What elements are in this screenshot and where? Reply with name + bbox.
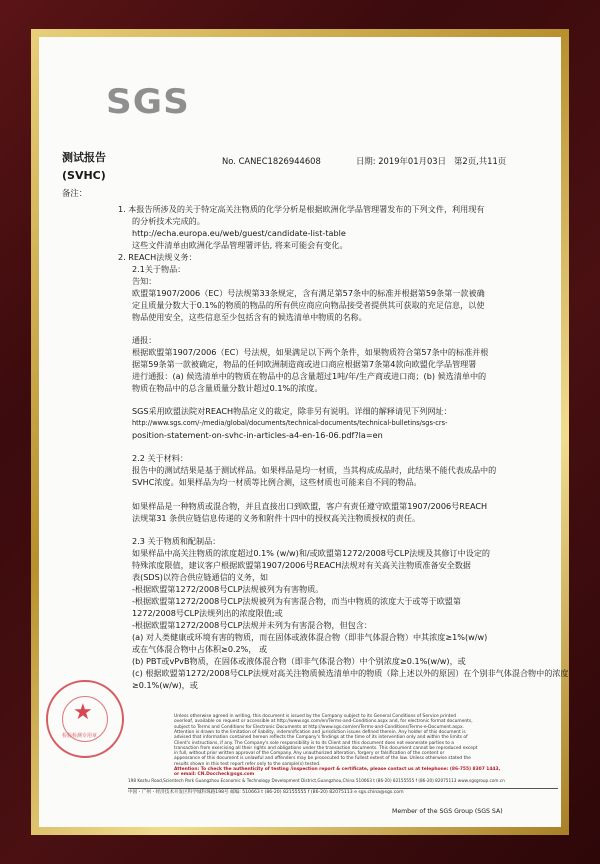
- body-line: 根据欧盟第1907/2006（EC）号法规，如果满足以下两个条件，如果物质符合第57条中的标准并根: [132, 347, 489, 357]
- body-line: 表(SDS)以符合供应链通信的义务，如: [132, 572, 269, 582]
- report-number: No. CANEC1826944608: [222, 156, 321, 166]
- body-line: 据第59条第一款被确定，物品的任何欧洲制造商或进口商应根据第7条第4款向欧盟化学品管理署: [132, 359, 477, 369]
- body-line: 特殊浓度限值，建议客户根据欧盟第1907/2006号REACH法规对有关高关注物质准备安全数据: [132, 560, 471, 570]
- body-line: -根据欧盟第1272/2008号CLP法规被列为有害混合物，而当中物质的浓度大于或等于欧盟第: [132, 596, 461, 606]
- body-line: 2.1关于物品：: [132, 264, 186, 274]
- body-line: SVHC浓度。如果样品为均一材质等比例合测，这些材质也可能来自不同的物品。: [132, 477, 422, 487]
- body-line: 物品使用安全，这些信息至少包括含有的候选清单中物质的名称。: [132, 312, 367, 322]
- body-line: 2.2 关于材料：: [132, 453, 188, 463]
- body-line: 1272/2008号CLP法规列出的浓度限值;或: [132, 608, 283, 618]
- report-title: 测试报告: [62, 151, 106, 164]
- body-line: 2.3 关于物质和配制品：: [132, 536, 221, 546]
- body-line: 2. REACH法规义务：: [118, 252, 197, 262]
- page-number: 第2页,共11页: [454, 156, 507, 166]
- body-line: 欧盟第1907/2006（EC）号法规第33条规定，含有满足第57条中的标准并根据第59条第一款被确: [132, 288, 485, 298]
- body-line: 或在气体混合物中占体积≥0.2%， 或: [132, 644, 268, 654]
- fine-print-line: Client's instructions, if any. The Company's sole responsibility is to its Client and this document does not exonerate parties to a: [174, 740, 454, 746]
- body-line: 进行通报：(a) 候选清单中的物质在物品中的总含量超过1吨/年/生产商或进口商；(b) 候选清单中的: [132, 371, 487, 381]
- fine-print-line: Unless otherwise agreed in writing, this document is issued by the Company subject to its General Conditions of Service printed: [174, 714, 456, 719]
- fine-print-line: or email: CN.Doccheck@sgs.com: [174, 772, 255, 778]
- fine-print-line: subject to Terms and Conditions for Electronic Documents at http://www.sgs.com/en/Terms-and-Conditions/Terms-e-Document.aspx.: [174, 724, 465, 730]
- body-line: 如果样品中高关注物质的浓度超过0.1% (w/w)和/或欧盟第1272/2008号CLP法规及其修订中设定的: [132, 548, 491, 558]
- remarks-label: 备注：: [62, 188, 88, 198]
- seal-caption: 检验检测专用章: [62, 733, 98, 739]
- report-subtitle: (SVHC): [62, 169, 106, 182]
- report-date: 日期: 2019年01月03日: [356, 156, 446, 166]
- body-line: 1. 本报告所涉及的关于特定高关注物质的化学分析是根据欧洲化学品管理署发布的下列文件，利用现有: [118, 204, 485, 214]
- fine-print-line: results shown in this test report refer only to the sample(s) tested.: [174, 761, 321, 767]
- body-line: 法规第31 条供应链信息传递的义务和附件十四中的授权高关注物质授权的责任。: [132, 513, 421, 523]
- body-line: ≥0.1%(w/w)，或: [132, 680, 198, 690]
- fine-print-line: Attention: To check the authenticity of testing /inspection report & certificate, please contact us at telephone: (86-755) 8307 1443,: [174, 767, 501, 772]
- address-cn: 中国・广州・经济技术开发区科学城科珠路198号 邮编: 510663 t (86-20) 82155555 f (86-20) 82075113 e sgs.china@sgs.com: [128, 790, 404, 795]
- fine-print-line: advised that information contained hereon reflects the Company's findings at the time of its intervention only and within the limits of: [174, 735, 468, 741]
- sgs-logo: SGS: [106, 82, 190, 122]
- footer-divider: [128, 788, 558, 789]
- fine-print-line: overleaf, available on request or accessible at http://www.sgs.com/en/Terms-and-Conditions.aspx and, for electronic format documents,: [174, 719, 473, 725]
- body-line: http://echa.europa.eu/web/guest/candidate-list-table: [132, 228, 346, 238]
- body-line: 报告中的测试结果是基于测试样品。如果样品是均一材质，当其构成成品时，此结果不能代表成品中的: [132, 465, 497, 475]
- fine-print-line: appearance of this document is unlawful and offenders may be prosecuted to the fullest extent of the law. Unless otherwise stated the: [174, 756, 471, 762]
- body-line: (c) 根据欧盟第1272/2008号CLP法规对高关注物质候选清单中的物质（除上述以外的原因）在个别非气体混合物中的浓度: [132, 668, 569, 678]
- address-en: 198 Kezhu Road,Scientech Park Guangzhou Economic & Technology Development District,Guangzhou,China 510663 t (86-20) 82155555 f (86-20) 82075113 www.sgsgroup.com.cn: [128, 778, 505, 783]
- body-line: http://www.sgs.com/-/media/global/documents/technical-documents/technical-bulletins/sgs-crs-: [132, 419, 448, 427]
- inspection-seal: [46, 680, 124, 758]
- body-line: -根据欧盟第1272/2008号CLP法规被列为有害物质。: [132, 584, 324, 594]
- star-icon: ★: [73, 700, 93, 725]
- fine-print-line: Attention is drawn to the limitation of liability, indemnification and jurisdiction issues defined therein. Any holder of this document is: [174, 729, 466, 735]
- body-line: 这些文件清单由欧洲化学品管理署评估, 将来可能会有变化。: [132, 240, 348, 250]
- body-line: (a) 对人类健康或环境有害的物质，而在固体或液体混合物（即非气体混合物）中其浓度≥1%(w/w): [132, 632, 488, 642]
- body-line: -根据欧盟第1272/2008号CLP法规并未列为有害混合物，但包含：: [132, 620, 372, 630]
- member-text: Member of the SGS Group (SGS SA): [392, 808, 503, 815]
- body-line: 的分析技术完成的。: [132, 216, 205, 226]
- body-line: (b) PBT或vPvB物质，在固体或液体混合物（即非气体混合物）中个别浓度≥0.1%(w/w)，或: [132, 656, 466, 666]
- body-line: 如果样品是一种物质或混合物，并且直接出口到欧盟，客户有责任遵守欧盟第1907/2006号REACH: [132, 501, 488, 511]
- fine-print-line: transaction from exercising all their rights and obligations under the transaction documents. This document cannot be reproduced except: [174, 745, 478, 751]
- body-line: SGS采用欧盟法院对REACH物品定义的裁定，除非另有说明。详细的解释请见下列网址：: [132, 406, 452, 416]
- body-line: 物质在物品中的总含量质量分数计超过0.1%的浓度。: [132, 383, 323, 393]
- body-line: 通报：: [132, 335, 157, 345]
- body-line: 告知：: [132, 276, 157, 286]
- fine-print-line: in full, without prior written approval of the Company. Any unauthorized alteration, forgery or falsification of the content or: [174, 751, 445, 757]
- body-line: position-statement-on-svhc-in-articles-a4-en-16-06.pdf?la=en: [132, 430, 383, 440]
- body-line: 定且质量分数大于0.1%的物质的物品的所有供应商应向物品接受者提供其可获取的充足信息，以使: [132, 300, 485, 310]
